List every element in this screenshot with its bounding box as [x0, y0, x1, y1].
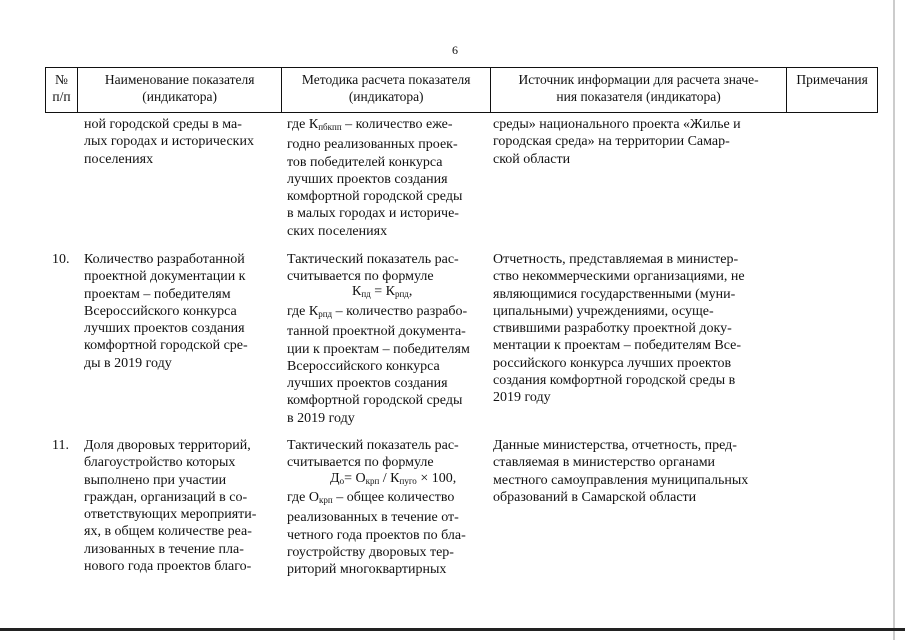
- row-cont-name: ной городской среды в ма- лых городах и исторических поселениях: [84, 117, 254, 167]
- row-11-formula: $Д_о= О_{крп} / К_{пуго} \times 100$,: [330, 471, 457, 486]
- header-col-number: № п/п: [46, 68, 78, 112]
- row-10-number: 10.: [52, 252, 70, 267]
- bottom-border: [0, 628, 905, 631]
- row-11-number: 11.: [52, 438, 69, 453]
- row-cont-source: среды» национального проекта «Жилье и городская среда» на территории Самар- ской области: [493, 117, 741, 167]
- row-11-method-intro: Тактический показатель рас- считывается по формуле: [287, 438, 459, 471]
- table-header: [45, 67, 878, 113]
- row-10-method-intro: Тактический показатель рас- считывается по формуле: [287, 252, 459, 285]
- row-11-method-rest: где $О_{крп}$ – общее количество реализованных в течение от- четного года проектов по бла- гоустройству дворовых тер- риторий многоквартирных: [287, 490, 466, 578]
- row-11-source: Данные министерства, отчетность, пред- ставляемая в министерство органами местного самоуправления муниципальных образований в Самарской области: [493, 438, 749, 505]
- header-col-name: Наименование показателя (индикатора): [78, 68, 283, 112]
- row-10-name: Количество разработанной проектной документации к проектам – победителям Всероссийского конкурса лучших проектов создания комфортной городской сре- ды в 2019 году: [84, 252, 248, 371]
- row-cont-method: где $К_{пбкпп}$ – количество еже- годно реализованных проек- тов победителей конкурса лучших проектов создания комфортной городской среды в малых городах и историче- ских поселениях: [287, 117, 463, 239]
- row-10-source: Отчетность, представляемая в министер- ство некоммерческими организациями, не являющимися государственными (муни- ципальными) учреждениями, осуще- ствившими разработку проектной доку- ментации к проектам – победителям Все- российского конкурса лучших проектов создания комфортной городской среды в 2019 году: [493, 252, 745, 406]
- page-number: 6: [452, 43, 458, 57]
- row-10-method-rest: где $К_{рпд}$ – количество разрабо- танной проектной документа- ции к проектам – победителям Всероссийского конкурса лучших проектов создания комфортной городской среды в 2019 году: [287, 304, 470, 426]
- header-col-source: Источник информации для расчета значе- ния показателя (индикатора): [491, 68, 787, 112]
- header-col-method: Методика расчета показателя (индикатора): [282, 68, 491, 112]
- row-10-formula: $К_{пд} = К_{рпд}$,: [352, 284, 413, 299]
- page-edge: [893, 0, 895, 640]
- row-11-name: Доля дворовых территорий, благоустройство которых выполнено при участии граждан, организаций в со- ответствующих мероприяти- ях, в общем количестве реа- лизованных в течение пла- нового года проектов благо-: [84, 438, 257, 575]
- header-col-notes: Примечания: [796, 72, 868, 87]
